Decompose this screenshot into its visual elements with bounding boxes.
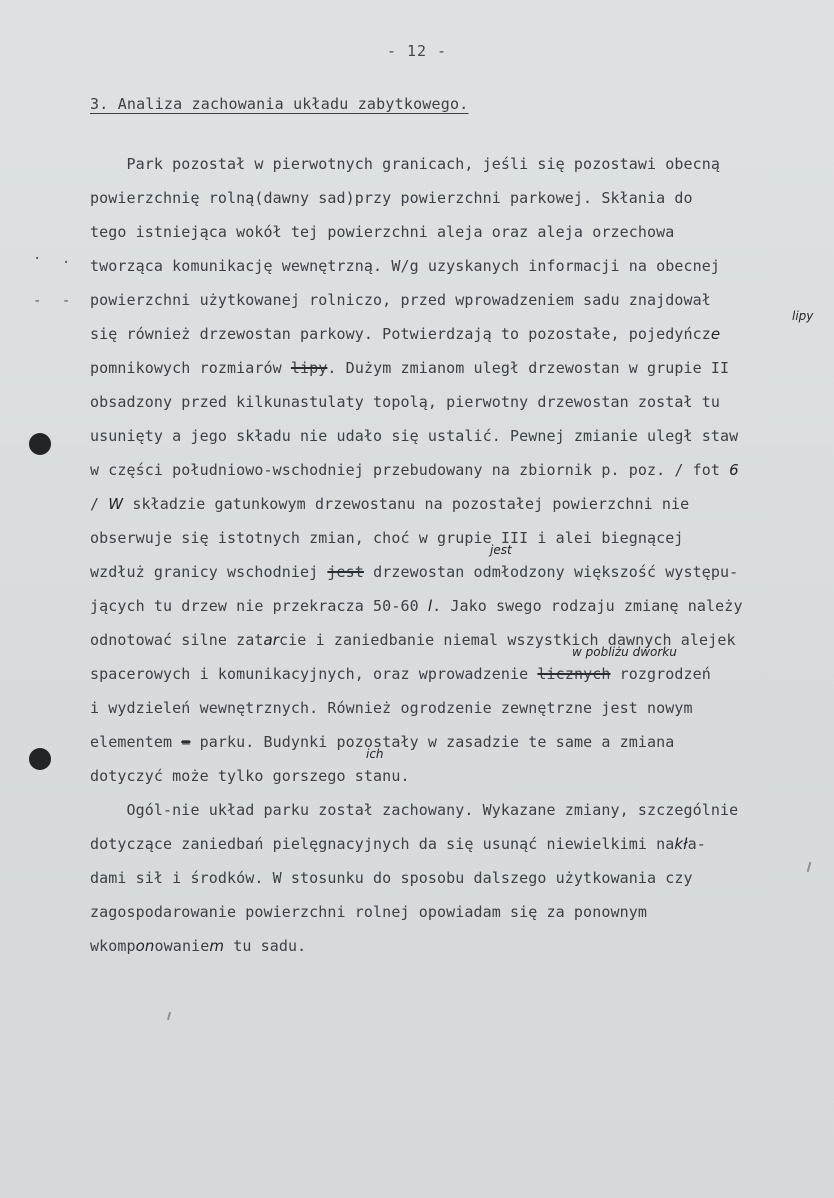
text-line	[90, 902, 647, 922]
handwritten-correction: m	[209, 937, 225, 955]
line-text: /	[90, 495, 109, 513]
line-text: pomnikowych rozmiarów	[90, 359, 291, 377]
margin-mark-2: - -	[33, 293, 77, 309]
line-text: cie i zaniedbanie niemal wszystkich dawnych alejek	[279, 631, 736, 649]
paper-speck	[167, 1012, 171, 1020]
line-text: zagospodarowanie powierzchni rolnej opowiadam się za ponownym	[90, 903, 647, 921]
handwritten-insert-dworku: w pobliżu dworku	[572, 645, 677, 659]
line-text: wzdłuż granicy wschodniej	[90, 563, 328, 581]
line-text: drzewostan odmłodzony większość występu-	[363, 563, 739, 581]
handwritten-insert-ich: ich	[366, 747, 384, 761]
struck-text: lipy	[290, 359, 328, 377]
text-line	[90, 188, 693, 208]
text-line	[90, 936, 306, 956]
line-text: rozgrodzeń	[610, 665, 711, 683]
line-text: dotyczące zaniedbań pielęgnacyjnych da się usunąć niewielkimi na	[90, 835, 675, 853]
line-text: wkomp	[90, 937, 136, 955]
text-line	[90, 868, 693, 888]
struck-text: =	[181, 733, 191, 751]
text-line	[90, 392, 720, 412]
handwritten-insert-jest: jest	[490, 543, 512, 557]
handwritten-correction: kł	[674, 835, 688, 853]
line-text: . Jako swego rodzaju zmianę należy	[432, 597, 743, 615]
text-line	[90, 290, 711, 310]
paper-speck	[807, 862, 812, 872]
line-text: powierzchni użytkowanej rolniczo, przed wprowadzeniem sadu znajdował	[90, 291, 711, 309]
margin-mark-1: · .	[33, 251, 77, 267]
handwritten-insert-lipy: lipy	[792, 309, 814, 323]
line-text: usunięty a jego składu nie udało się ustalić. Pewnej zmianie uległ staw	[90, 427, 739, 445]
text-line	[90, 494, 689, 514]
handwritten-correction: 6	[729, 461, 739, 479]
text-line	[90, 766, 410, 786]
line-text: Ogól-nie układ parku został zachowany. Wykazane zmiany, szczególnie	[90, 801, 739, 819]
handwritten-correction: e	[710, 325, 721, 343]
line-text: obsadzony przed kilkunastulaty topolą, pierwotny drzewostan został tu	[90, 393, 721, 411]
line-text: spacerowych i komunikacyjnych, oraz wprowadzenie	[90, 665, 538, 683]
line-text: w części południowo-wschodniej przebudowany na zbiornik p. poz. / fot	[90, 461, 730, 479]
line-text: Park pozostał w pierwotnych granicach, jeśli się pozostawi obecną	[90, 155, 721, 173]
line-text: odnotować silne zat	[90, 631, 264, 649]
handwritten-correction: ar	[263, 631, 280, 649]
text-line	[90, 324, 720, 344]
handwritten-correction: l	[427, 597, 433, 615]
text-line	[90, 800, 738, 820]
text-line	[90, 358, 729, 378]
punch-hole-bottom	[29, 748, 51, 770]
text-line	[90, 256, 720, 276]
struck-text: jest	[327, 563, 364, 581]
text-line	[90, 154, 720, 174]
text-line	[90, 664, 711, 684]
line-text: składzie gatunkowym drzewostanu na pozostałej powierzchni nie	[123, 495, 690, 513]
text-line	[90, 222, 674, 242]
text-line	[90, 460, 739, 480]
line-text: dami sił i środków. W stosunku do sposobu dalszego użytkowania czy	[90, 869, 693, 887]
text-line	[90, 698, 693, 718]
line-text: parku. Budynki pozostały w zasadzie te same a zmiana	[190, 733, 675, 751]
line-text: i wydzieleń wewnętrznych. Również ogrodzenie zewnętrzne jest nowym	[90, 699, 693, 717]
handwritten-correction: on	[135, 937, 155, 955]
handwritten-correction: W	[108, 495, 124, 513]
line-text: dotyczyć może tylko gorszego stanu.	[90, 767, 410, 785]
text-line	[90, 562, 738, 582]
page-number: - 12 -	[386, 42, 448, 60]
line-text: się również drzewostan parkowy. Potwierdzają to pozostałe, pojedyńcz	[90, 325, 711, 343]
line-text: jących tu drzew nie przekracza 50-60	[90, 597, 428, 615]
line-text: powierzchnię rolną(dawny sad)przy powierzchni parkowej. Skłania do	[90, 189, 693, 207]
text-line	[90, 596, 743, 616]
line-text: . Dużym zmianom uległ drzewostan w grupie II	[327, 359, 730, 377]
line-text: obserwuje się istotnych zmian, choć w grupie III i alei biegnącej	[90, 529, 684, 547]
line-text: tego istniejąca wokół tej powierzchni aleja oraz aleja orzechowa	[90, 223, 675, 241]
text-line	[90, 426, 738, 446]
line-text: elementem	[90, 733, 182, 751]
line-text: tworząca komunikację wewnętrzną. W/g uzyskanych informacji na obecnej	[90, 257, 721, 275]
line-text: a-	[687, 835, 706, 853]
text-line	[90, 834, 706, 854]
line-text: owanie	[154, 937, 210, 955]
punch-hole-top	[29, 433, 51, 455]
struck-text: licznych	[537, 665, 611, 683]
section-heading: 3. Analiza zachowania układu zabytkowego.	[90, 95, 469, 113]
line-text: tu sadu.	[224, 937, 307, 955]
text-line	[90, 528, 684, 548]
